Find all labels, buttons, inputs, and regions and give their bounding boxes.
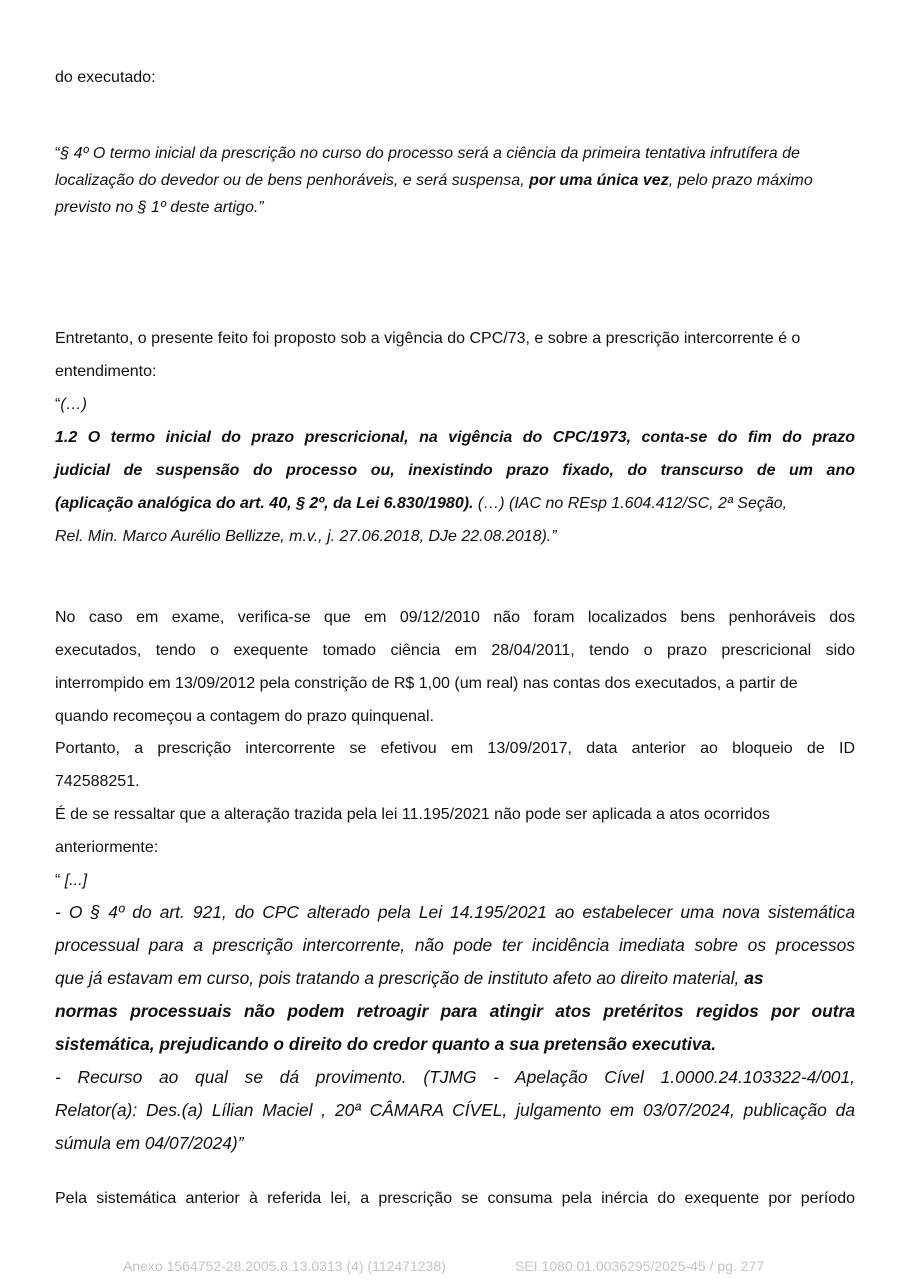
quote-text: (…) (IAC no REsp 1.604.412/SC, 2ª Seção,: [473, 495, 788, 512]
quote-text: , pelo prazo máximo: [668, 172, 813, 189]
quote-line: [55, 395, 87, 415]
quote-line: [55, 171, 813, 191]
paragraph-line: executados, tendo o exequente tomado ciência em 28/04/2011, tendo o prazo prescricional sido: [55, 642, 855, 659]
quote-line: normas processuais não podem retroagir para atingir atos pretéritos regidos por outra: [55, 1001, 855, 1021]
footer-attachment-id: Anexo 1564752-28.2005.8.13.0313 (4) (112471238): [123, 1258, 446, 1274]
quote-mark: “: [55, 145, 61, 162]
paragraph-line: É de se ressaltar que a alteração trazida pela lei 11.195/2021 não pode ser aplicada a atos ocorridos: [55, 806, 770, 823]
paragraph-line: entendimento:: [55, 363, 157, 380]
quote-emphasis: as: [744, 968, 764, 988]
footer-sei-reference: SEI 1080.01.0036295/2025-45 / pg. 277: [515, 1258, 765, 1274]
quote-line: processual para a prescrição intercorrente, não pode ter incidência imediata sobre os processos: [55, 935, 855, 955]
quote-text: (…): [60, 396, 87, 413]
quote-mark: “: [55, 872, 65, 889]
quote-emphasis: por uma única vez: [529, 172, 669, 189]
quote-line: 1.2 O termo inicial do prazo prescricional, na vigência do CPC/1973, conta-se do fim do prazo: [55, 429, 855, 446]
paragraph-line: do executado:: [55, 69, 156, 86]
quote-text: localização do devedor ou de bens penhoráveis, e será suspensa,: [55, 172, 530, 189]
paragraph-line: Entretanto, o presente feito foi proposto sob a vigência do CPC/73, e sobre a prescrição intercorrente é o: [55, 330, 801, 347]
paragraph-line: No caso em exame, verifica-se que em 09/12/2010 não foram localizados bens penhoráveis dos: [55, 609, 855, 626]
quote-line: Rel. Min. Marco Aurélio Bellizze, m.v., j. 27.06.2018, DJe 22.08.2018).”: [55, 528, 557, 545]
quote-line: súmula em 04/07/2024)”: [55, 1133, 244, 1153]
quote-line: Relator(a): Des.(a) Lílian Maciel , 20ª CÂMARA CÍVEL, julgamento em 03/07/2024, publicação da: [55, 1100, 855, 1120]
quote-line: [55, 871, 87, 891]
quote-line: judicial de suspensão do processo ou, inexistindo prazo fixado, do transcurso de um ano: [55, 462, 855, 479]
quote-line: - Recurso ao qual se dá provimento. (TJMG - Apelação Cível 1.0000.24.103322-4/001,: [55, 1067, 855, 1087]
paragraph-line: quando recomeçou a contagem do prazo quinquenal.: [55, 708, 434, 725]
quote-text: [...]: [64, 872, 88, 889]
paragraph-line: anteriormente:: [55, 839, 159, 856]
paragraph-line: Portanto, a prescrição intercorrente se efetivou em 13/09/2017, data anterior ao bloqueio de ID: [55, 740, 855, 757]
quote-text: que já estavam em curso, pois tratando a prescrição de instituto afeto ao direito material,: [55, 968, 745, 988]
paragraph-line: interrompido em 13/09/2012 pela constrição de R$ 1,00 (um real) nas contas dos executados, a partir de: [55, 675, 798, 692]
quote-line: sistemática, prejudicando o direito do credor quanto a sua pretensão executiva.: [55, 1034, 717, 1054]
quote-emphasis: (aplicação analógica do art. 40, § 2º, da Lei 6.830/1980).: [55, 495, 474, 512]
paragraph-line: 742588251.: [55, 773, 140, 790]
quote-line: - O § 4º do art. 921, do CPC alterado pela Lei 14.195/2021 ao estabelecer uma nova sistemática: [55, 902, 855, 922]
quote-line: previsto no § 1º deste artigo.”: [55, 199, 264, 216]
quote-line: [55, 144, 800, 164]
quote-line: [55, 968, 764, 988]
quote-mark: “: [55, 396, 61, 413]
quote-text: § 4º O termo inicial da prescrição no curso do processo será a ciência da primeira tentativa infrutífera de: [60, 145, 800, 162]
paragraph-line: Pela sistemática anterior à referida lei, a prescrição se consuma pela inércia do exequente por período: [55, 1190, 855, 1207]
quote-line: [55, 494, 787, 514]
